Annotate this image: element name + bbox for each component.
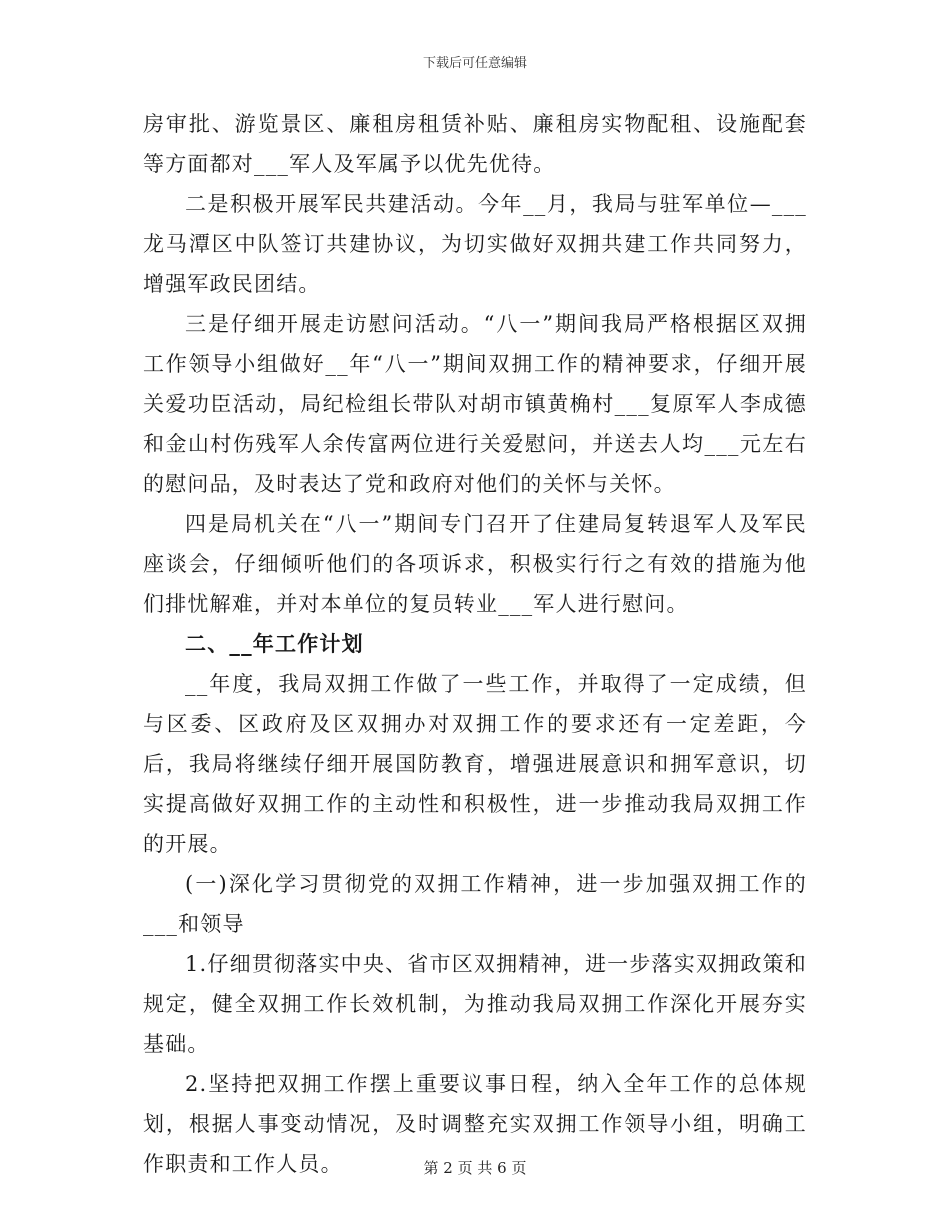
document-body (143, 104, 807, 1184)
paragraph-plan-intro: __年度，我局双拥工作做了一些工作，并取得了一定成绩，但与区委、区政府及区双拥办对双拥工作的要求还有一定差距，今后，我局将继续仔细开展国防教育，增强进展意识和拥军意识，切实提高做好双拥工作的主动性和积极性，进一步推动我局双拥工作的开展。 (143, 672, 807, 856)
page-header: 下载后可任意编辑 (422, 56, 527, 71)
paragraph-item-1: 1.仔细贯彻落实中央、省市区双拥精神，进一步落实双拥政策和规定，健全双拥工作长效机制，为推动我局双拥工作深化开展夯实基础。 (143, 952, 807, 1056)
paragraph-subsection-1: (一)深化学习贯彻党的双拥工作精神，进一步加强双拥工作的___和领导 (143, 872, 807, 936)
paragraph-item-2: 2.坚持把双拥工作摆上重要议事日程，纳入全年工作的总体规划，根据人事变动情况，及时调整充实双拥工作领导小组，明确工作职责和工作人员。 (143, 1072, 807, 1176)
paragraph-symposium: 四是局机关在“八一”期间专门召开了住建局复转退军人及军民座谈会，仔细倾听他们的各项诉求，积极实行行之有效的措施为他们排忧解难，并对本单位的复员转业___军人进行慰问。 (143, 512, 807, 616)
section-heading: 二、__年工作计划 (185, 631, 364, 656)
paragraph-joint-construction: 二是积极开展军民共建活动。今年__月，我局与驻军单位—___龙马潭区中队签订共建协议，为切实做好双拥共建工作共同努力，增强军政民团结。 (143, 192, 807, 296)
paragraph-visits: 三是仔细开展走访慰问活动。“八一”期间我局严格根据区双拥工作领导小组做好__年“八一”期间双拥工作的精神要求，仔细开展关爱功臣活动，局纪检组长带队对胡市镇黄桷村___复原军人李成德和金山村伤残军人余传富两位进行关爱慰问，并送去人均___元左右的慰问品，及时表达了党和政府对他们的关怀与关怀。 (143, 312, 807, 496)
paragraph-continuation: 房审批、游览景区、廉租房租赁补贴、廉租房实物配租、设施配套等方面都对___军人及军属予以优先优待。 (143, 112, 807, 176)
page-footer: 第 2 页 共 6 页 (423, 1159, 527, 1177)
